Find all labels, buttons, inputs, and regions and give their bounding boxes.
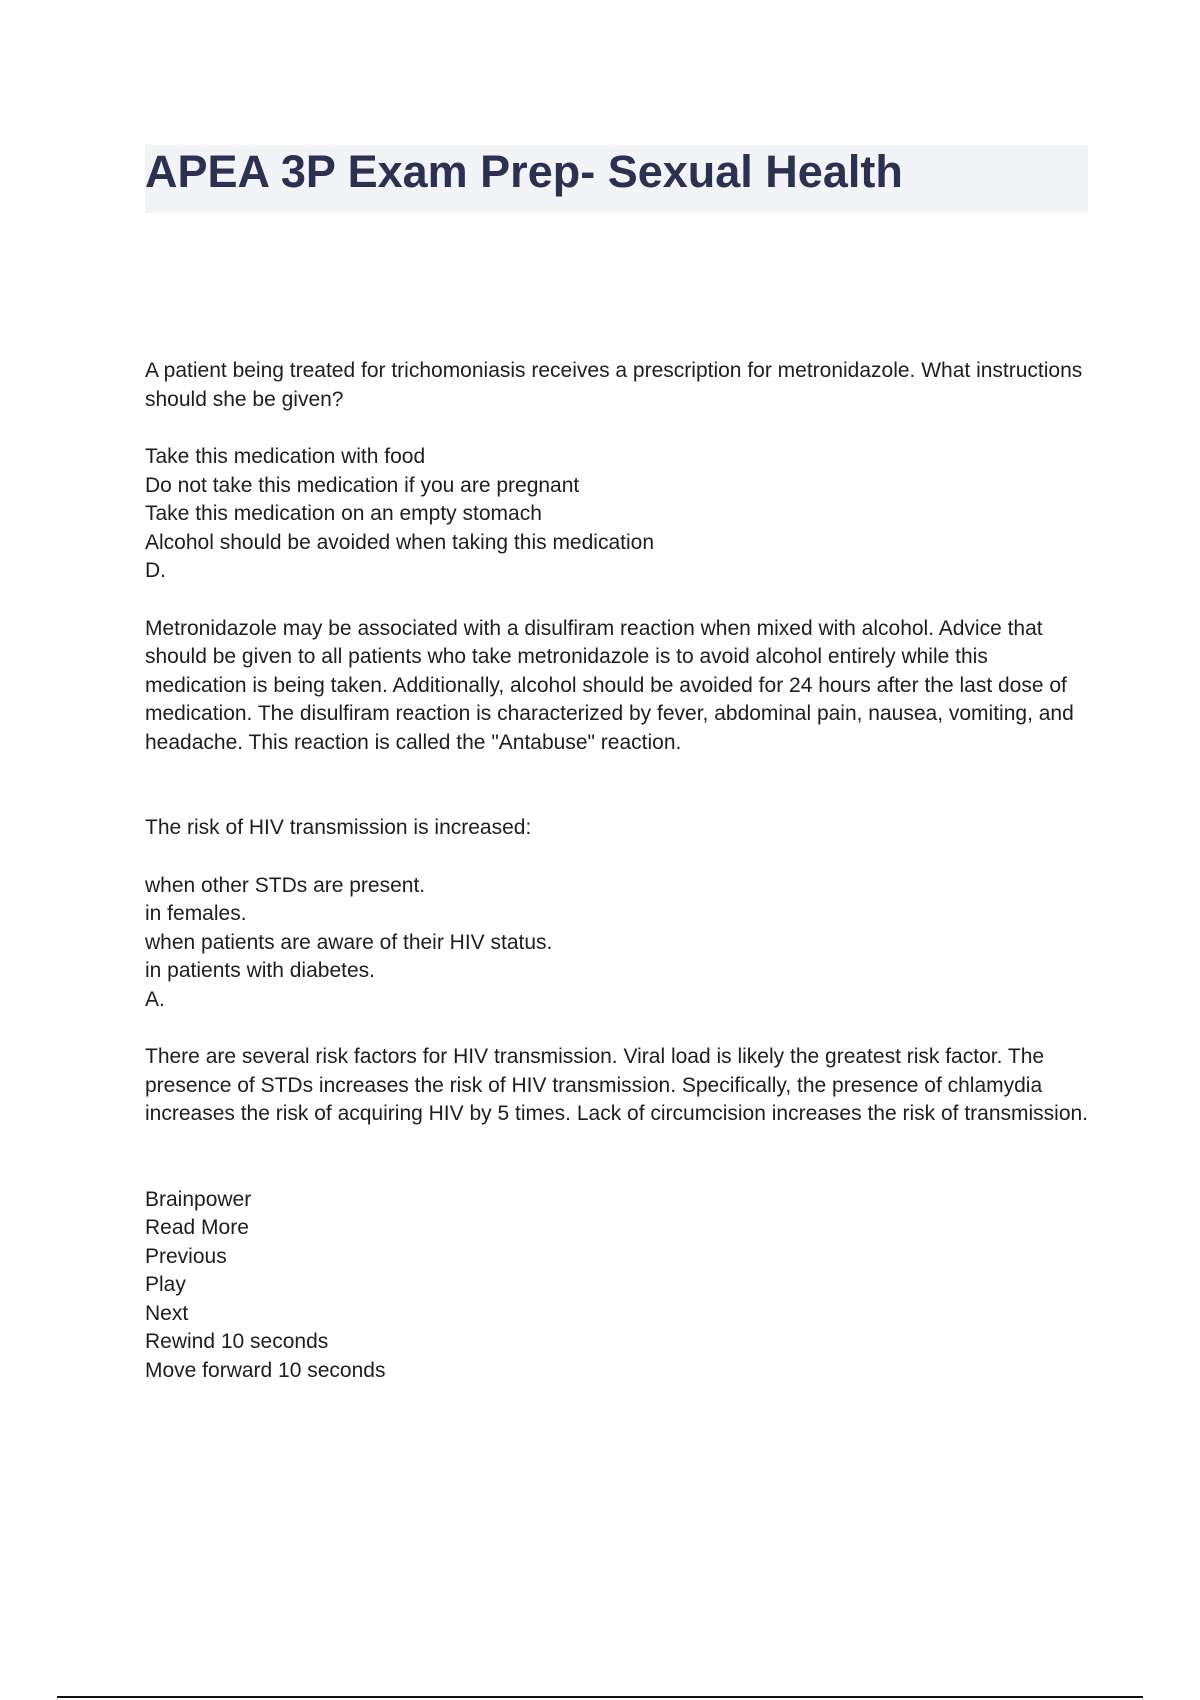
- question-text: The risk of HIV transmission is increased:: [145, 816, 532, 839]
- question-text: A patient being treated for trichomoniasis receives a prescription for metronidazole. What instructions should she be given?: [145, 359, 1083, 411]
- next-button[interactable]: Next: [145, 1301, 189, 1325]
- answer-option: when patients are aware of their HIV status.: [145, 930, 553, 954]
- answer-option: in patients with diabetes.: [145, 959, 375, 982]
- correct-answer: D.: [145, 559, 166, 582]
- question-block-2: [145, 814, 1095, 1129]
- correct-answer: A.: [145, 987, 165, 1011]
- answer-option: in females.: [145, 902, 247, 925]
- brainpower-label: Brainpower: [145, 1187, 252, 1211]
- answer-option: Alcohol should be avoided when taking this medication: [145, 530, 654, 554]
- play-button[interactable]: Play: [145, 1273, 186, 1296]
- footer-rule: [57, 1696, 1143, 1698]
- question-block-1: [145, 357, 1095, 757]
- explanation-text: There are several risk factors for HIV transmission. Viral load is likely the greatest risk factor. The presence of STDs increases the risk of HIV transmission. Specifically, the presence of chlamydia increases the risk of acquiring HIV by 5 times. Lack of circumcision increases the risk of transmission.: [145, 1045, 1089, 1125]
- page-title: APEA 3P Exam Prep- Sexual Health: [145, 146, 903, 197]
- player-controls: [145, 1186, 1095, 1386]
- document-body: [145, 357, 1095, 1385]
- answer-option: Take this medication on an empty stomach: [145, 502, 542, 525]
- read-more-link[interactable]: Read More: [145, 1216, 249, 1239]
- answer-option: Take this medication with food: [145, 445, 426, 468]
- answer-option: when other STDs are present.: [145, 873, 426, 897]
- previous-button[interactable]: Previous: [145, 1244, 227, 1268]
- forward-10-button[interactable]: Move forward 10 seconds: [145, 1358, 386, 1382]
- explanation-text: Metronidazole may be associated with a disulfiram reaction when mixed with alcohol. Advice that should be given to all patients who take metronidazole is to avoid alcohol entirely while this medication is being taken. Additionally, alcohol should be avoided for 24 hours after the last dose of medication. The disulfiram reaction is characterized by fever, abdominal pain, nausea, vomiting, and headache. This reaction is called the "Antabuse" reaction.: [145, 616, 1074, 754]
- rewind-10-button[interactable]: Rewind 10 seconds: [145, 1330, 329, 1353]
- answer-option: Do not take this medication if you are pregnant: [145, 473, 580, 497]
